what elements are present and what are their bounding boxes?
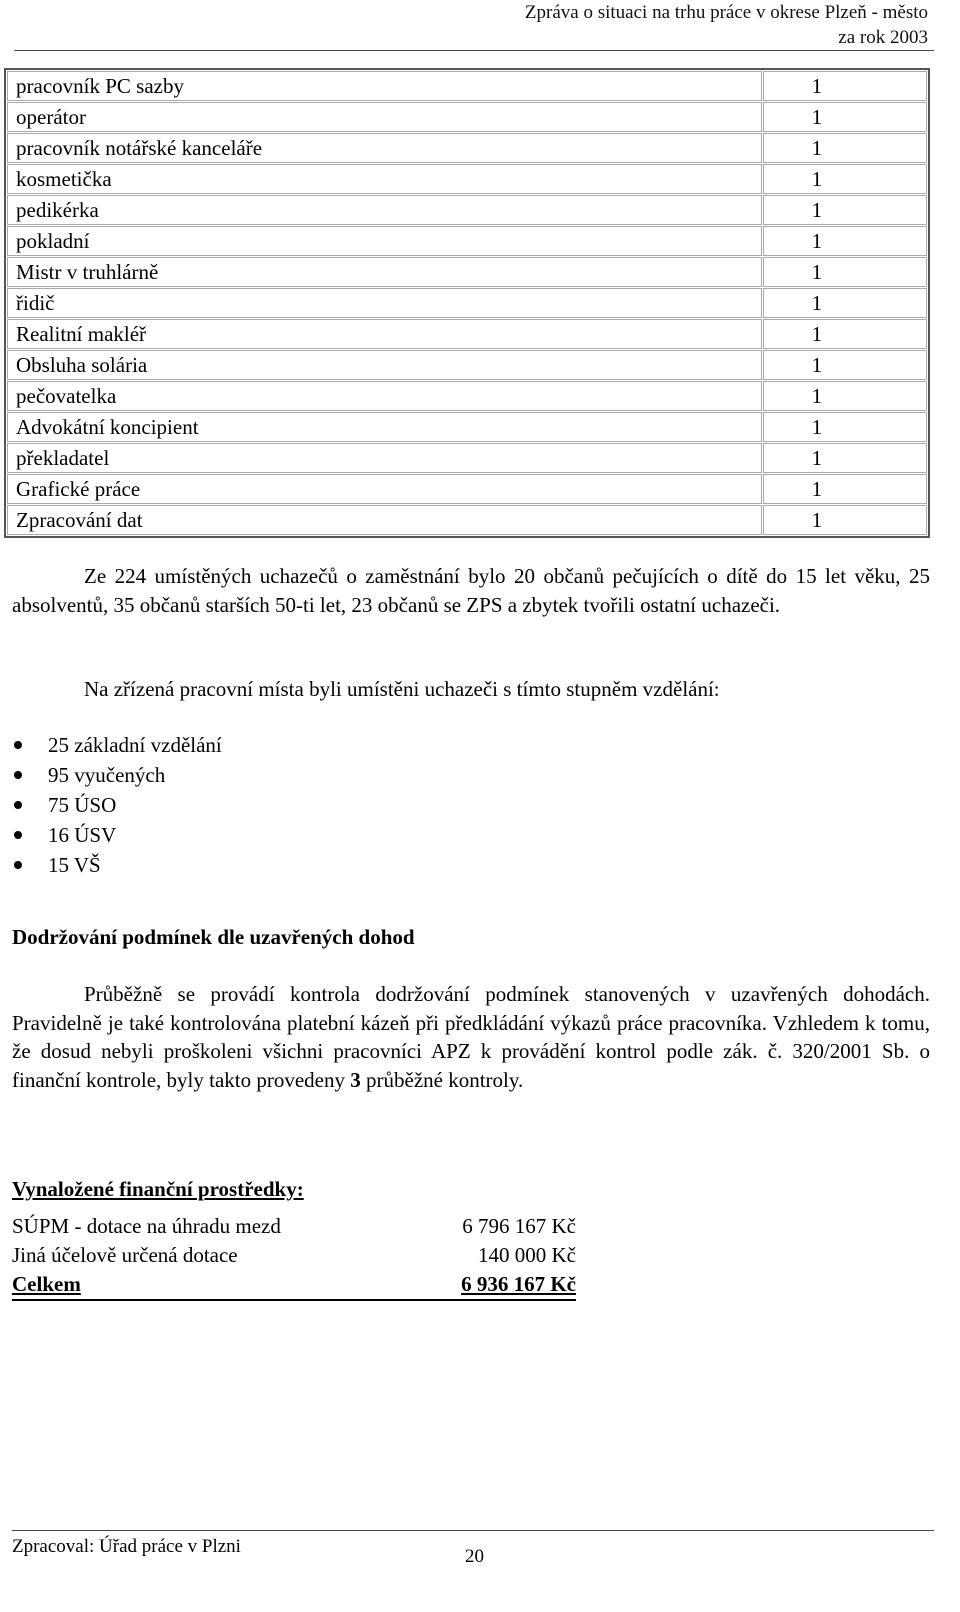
occupation-count: 1 [763,164,927,194]
occupation-name: operátor [7,102,762,132]
occupation-count: 1 [763,195,927,225]
footer-divider [12,1530,934,1531]
finance-value: 140 000 Kč [478,1243,576,1267]
agreements-paragraph [12,980,930,1094]
occupation-count: 1 [763,350,927,380]
bullet-icon [14,861,22,869]
occupation-name: překladatel [7,443,762,473]
table-row [7,288,927,318]
list-item [12,820,222,850]
occupation-table [4,68,930,538]
occupation-name: kosmetička [7,164,762,194]
education-list [12,730,222,880]
bullet-icon [14,771,22,779]
inspection-count: 3 [350,1067,361,1092]
bullet-icon [14,831,22,839]
occupation-name: Advokátní koncipient [7,412,762,442]
table-row [7,71,927,101]
table-row [7,319,927,349]
page-header [525,0,928,50]
occupation-name: pečovatelka [7,381,762,411]
list-item [12,790,222,820]
table-row [7,164,927,194]
finance-row [12,1241,576,1270]
finance-value: 6 796 167 Kč [462,1214,576,1238]
occupation-name: Obsluha solária [7,350,762,380]
occupation-name: pedikérka [7,195,762,225]
finance-label: Jiná účelově určená dotace [12,1243,238,1267]
table-row [7,195,927,225]
occupation-count: 1 [763,288,927,318]
finance-row [12,1212,576,1241]
occupation-name: Zpracování dat [7,505,762,535]
table-row [7,474,927,504]
occupation-count: 1 [763,443,927,473]
table-row [7,412,927,442]
occupation-name: pracovník PC sazby [7,71,762,101]
finance-total-value: 6 936 167 Kč [461,1272,576,1296]
table-row [7,443,927,473]
section-heading-agreements: Dodržování podmínek dle uzavřených dohod [12,925,415,949]
table-row [7,505,927,535]
occupation-name: pokladní [7,226,762,256]
occupation-name: řidič [7,288,762,318]
list-item [12,730,222,760]
table-row [7,257,927,287]
occupation-count: 1 [763,505,927,535]
list-item [12,760,222,790]
header-title: Zpráva o situaci na trhu práce v okrese Plzeň - město [524,2,928,23]
list-item [12,850,222,880]
table-row [7,133,927,163]
finance-label: SÚPM - dotace na úhradu mezd [12,1214,281,1238]
section-heading-finance: Vynaložené finanční prostředky: [12,1177,304,1201]
education-intro-paragraph: Na zřízená pracovní místa byli umístěni uchazeči s tímto stupněm vzdělání: [84,677,720,701]
occupation-count: 1 [763,102,927,132]
occupation-count: 1 [763,412,927,442]
education-item: 16 ÚSV [48,823,117,847]
finance-total-label: Celkem [12,1272,81,1296]
agreements-text: Průběžně se provádí kontrola dodržování podmínek stanovených v uzavřených dohodách. Pravidelně je také kontrolována platební kázeň při předkládání výkazů práce pracovníka. Vzhledem k tomu, že dosud nebyli proškoleni všichni pracovníci APZ k provádění kontrol podle zák. č. 320/2001 Sb. o finanční kontrole, byly takto provedeny [12,982,930,1092]
education-item: 25 základní vzdělání [48,733,222,757]
bullet-icon [14,741,22,749]
occupation-name: Grafické práce [7,474,762,504]
occupation-count: 1 [763,381,927,411]
page-number: 20 [465,1546,484,1567]
education-item: 95 vyučených [48,763,166,787]
occupation-count: 1 [763,133,927,163]
education-item: 75 ÚSO [48,793,117,817]
occupation-name: Mistr v truhlárně [7,257,762,287]
occupation-count: 1 [763,257,927,287]
footer-author: Zpracoval: Úřad práce v Plzni [12,1536,241,1557]
agreements-text-end: průběžné kontroly. [360,1067,524,1092]
table-row [7,102,927,132]
occupation-count: 1 [763,226,927,256]
education-item: 15 VŠ [48,853,101,877]
placement-paragraph: Ze 224 umístěných uchazečů o zaměstnání bylo 20 občanů pečujících o dítě do 15 let věku, 25 absolventů, 35 občanů starších 50-ti let, 23 občanů se ZPS a zbytek tvořili ostatní uchazeči. [12,564,930,617]
occupation-name: Realitní makléř [7,319,762,349]
occupation-count: 1 [763,474,927,504]
table-row [7,381,927,411]
occupation-count: 1 [763,71,927,101]
occupation-count: 1 [763,319,927,349]
occupation-name: pracovník notářské kanceláře [7,133,762,163]
table-row [7,226,927,256]
header-divider [14,50,934,51]
finance-summary [12,1212,576,1301]
table-row [7,350,927,380]
bullet-icon [14,801,22,809]
header-year: za rok 2003 [838,27,928,48]
finance-total-row [12,1270,576,1301]
